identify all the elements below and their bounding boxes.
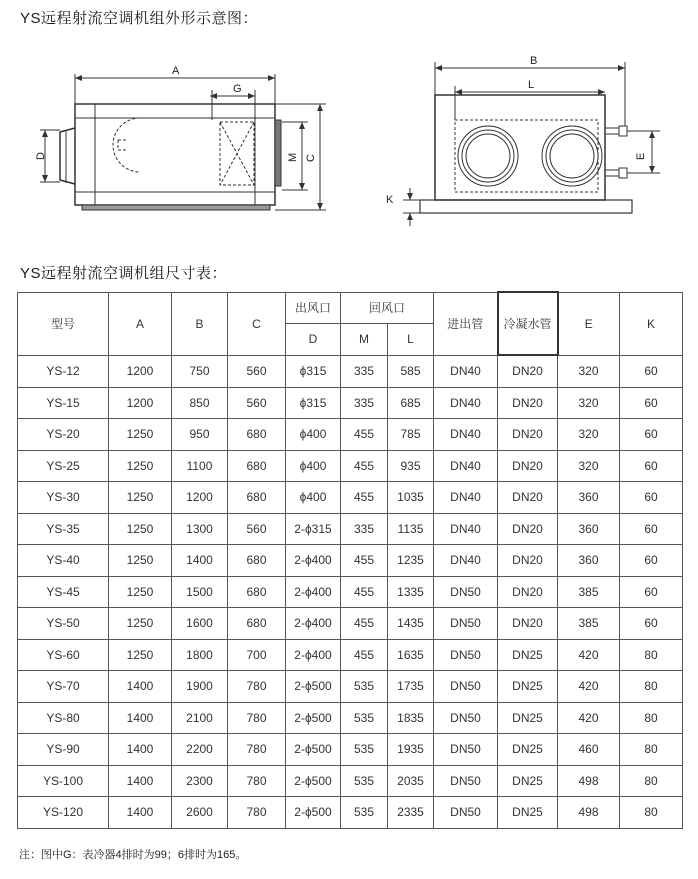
cell-condensate: DN20 bbox=[498, 355, 558, 387]
dim-label-b: B bbox=[530, 55, 538, 67]
cell-return-l: 1035 bbox=[388, 482, 434, 514]
cell-a: 1250 bbox=[109, 482, 172, 514]
cell-inlet-pipe: DN50 bbox=[434, 797, 498, 829]
cell-k: 80 bbox=[620, 797, 683, 829]
cell-return-l: 1235 bbox=[388, 545, 434, 577]
table-row bbox=[18, 450, 683, 482]
unit-outline-diagram bbox=[0, 30, 698, 255]
cell-return-m: 455 bbox=[341, 482, 388, 514]
cell-return-m: 535 bbox=[341, 765, 388, 797]
cell-b: 1900 bbox=[172, 671, 228, 703]
cell-return-m: 455 bbox=[341, 608, 388, 640]
cell-a: 1400 bbox=[109, 734, 172, 766]
cell-model: YS-40 bbox=[18, 545, 109, 577]
table-row bbox=[18, 513, 683, 545]
cell-e: 360 bbox=[558, 545, 620, 577]
cell-condensate: DN20 bbox=[498, 513, 558, 545]
cell-e: 360 bbox=[558, 513, 620, 545]
cell-a: 1250 bbox=[109, 576, 172, 608]
table-body bbox=[18, 355, 683, 828]
cell-inlet-pipe: DN40 bbox=[434, 513, 498, 545]
cell-k: 80 bbox=[620, 765, 683, 797]
cell-a: 1400 bbox=[109, 797, 172, 829]
cell-c: 780 bbox=[228, 734, 286, 766]
cell-b: 950 bbox=[172, 419, 228, 451]
table-row bbox=[18, 734, 683, 766]
cell-return-l: 585 bbox=[388, 355, 434, 387]
cell-return-l: 685 bbox=[388, 387, 434, 419]
cell-return-m: 535 bbox=[341, 797, 388, 829]
cell-condensate: DN25 bbox=[498, 671, 558, 703]
cell-inlet-pipe: DN40 bbox=[434, 545, 498, 577]
cell-c: 560 bbox=[228, 387, 286, 419]
cell-c: 780 bbox=[228, 702, 286, 734]
cell-k: 60 bbox=[620, 482, 683, 514]
table-row bbox=[18, 797, 683, 829]
cell-inlet-pipe: DN50 bbox=[434, 702, 498, 734]
cell-k: 80 bbox=[620, 734, 683, 766]
cell-return-l: 1835 bbox=[388, 702, 434, 734]
cell-inlet-pipe: DN50 bbox=[434, 671, 498, 703]
cell-model: YS-30 bbox=[18, 482, 109, 514]
cell-return-m: 455 bbox=[341, 419, 388, 451]
cell-a: 1250 bbox=[109, 639, 172, 671]
header-return: 回风口 bbox=[341, 292, 434, 324]
cell-return-l: 1735 bbox=[388, 671, 434, 703]
cell-a: 1250 bbox=[109, 450, 172, 482]
dim-label-m: M bbox=[287, 152, 299, 162]
cell-outlet-d: 2-ϕ400 bbox=[286, 639, 341, 671]
cell-c: 680 bbox=[228, 545, 286, 577]
cell-return-l: 2335 bbox=[388, 797, 434, 829]
dim-label-c: C bbox=[305, 154, 317, 162]
cell-return-m: 455 bbox=[341, 639, 388, 671]
cell-b: 1500 bbox=[172, 576, 228, 608]
cell-condensate: DN25 bbox=[498, 765, 558, 797]
dimension-table bbox=[17, 291, 683, 829]
cell-outlet-d: ϕ315 bbox=[286, 387, 341, 419]
cell-return-m: 335 bbox=[341, 513, 388, 545]
header-b: B bbox=[172, 292, 228, 355]
cell-return-m: 335 bbox=[341, 355, 388, 387]
cell-k: 80 bbox=[620, 639, 683, 671]
cell-b: 2300 bbox=[172, 765, 228, 797]
cell-c: 780 bbox=[228, 765, 286, 797]
cell-b: 1100 bbox=[172, 450, 228, 482]
cell-b: 2200 bbox=[172, 734, 228, 766]
cell-c: 700 bbox=[228, 639, 286, 671]
table-row bbox=[18, 387, 683, 419]
cell-return-m: 455 bbox=[341, 545, 388, 577]
cell-return-m: 335 bbox=[341, 387, 388, 419]
cell-condensate: DN25 bbox=[498, 797, 558, 829]
cell-b: 1200 bbox=[172, 482, 228, 514]
table-row bbox=[18, 608, 683, 640]
dim-label-g: G bbox=[233, 83, 242, 95]
cell-model: YS-60 bbox=[18, 639, 109, 671]
cell-condensate: DN20 bbox=[498, 482, 558, 514]
cell-condensate: DN20 bbox=[498, 450, 558, 482]
cell-outlet-d: 2-ϕ315 bbox=[286, 513, 341, 545]
cell-k: 60 bbox=[620, 419, 683, 451]
cell-e: 498 bbox=[558, 765, 620, 797]
cell-inlet-pipe: DN40 bbox=[434, 355, 498, 387]
cell-a: 1400 bbox=[109, 702, 172, 734]
header-inlet-pipe: 进出管 bbox=[434, 292, 498, 355]
cell-k: 60 bbox=[620, 355, 683, 387]
header-c: C bbox=[228, 292, 286, 355]
cell-c: 560 bbox=[228, 355, 286, 387]
table-row bbox=[18, 545, 683, 577]
cell-outlet-d: ϕ400 bbox=[286, 419, 341, 451]
cell-a: 1250 bbox=[109, 419, 172, 451]
cell-e: 385 bbox=[558, 608, 620, 640]
cell-e: 385 bbox=[558, 576, 620, 608]
cell-a: 1250 bbox=[109, 545, 172, 577]
cell-c: 680 bbox=[228, 608, 286, 640]
cell-b: 2100 bbox=[172, 702, 228, 734]
table-row bbox=[18, 419, 683, 451]
cell-return-m: 535 bbox=[341, 702, 388, 734]
cell-return-m: 455 bbox=[341, 450, 388, 482]
cell-c: 780 bbox=[228, 671, 286, 703]
cell-k: 60 bbox=[620, 450, 683, 482]
header-m: M bbox=[341, 324, 388, 356]
cell-outlet-d: 2-ϕ400 bbox=[286, 545, 341, 577]
table-row bbox=[18, 671, 683, 703]
cell-c: 680 bbox=[228, 450, 286, 482]
cell-model: YS-45 bbox=[18, 576, 109, 608]
cell-model: YS-12 bbox=[18, 355, 109, 387]
cell-return-l: 785 bbox=[388, 419, 434, 451]
dim-label-d: D bbox=[35, 152, 47, 160]
cell-return-l: 1935 bbox=[388, 734, 434, 766]
cell-inlet-pipe: DN50 bbox=[434, 765, 498, 797]
cell-e: 320 bbox=[558, 450, 620, 482]
cell-k: 60 bbox=[620, 387, 683, 419]
header-k: K bbox=[620, 292, 683, 355]
header-model: 型号 bbox=[18, 292, 109, 355]
cell-inlet-pipe: DN40 bbox=[434, 450, 498, 482]
cell-inlet-pipe: DN40 bbox=[434, 387, 498, 419]
cell-b: 850 bbox=[172, 387, 228, 419]
cell-c: 680 bbox=[228, 576, 286, 608]
cell-model: YS-120 bbox=[18, 797, 109, 829]
footnote: 注：图中G：表冷器4排时为99；6排时为165。 bbox=[19, 849, 247, 861]
cell-model: YS-100 bbox=[18, 765, 109, 797]
cell-return-l: 1135 bbox=[388, 513, 434, 545]
cell-e: 420 bbox=[558, 671, 620, 703]
table-row bbox=[18, 482, 683, 514]
cell-model: YS-25 bbox=[18, 450, 109, 482]
header-d: D bbox=[286, 324, 341, 356]
cell-a: 1200 bbox=[109, 355, 172, 387]
cell-inlet-pipe: DN50 bbox=[434, 734, 498, 766]
cell-a: 1400 bbox=[109, 671, 172, 703]
table-row bbox=[18, 355, 683, 387]
cell-c: 780 bbox=[228, 797, 286, 829]
cell-outlet-d: ϕ400 bbox=[286, 482, 341, 514]
cell-inlet-pipe: DN40 bbox=[434, 482, 498, 514]
cell-model: YS-20 bbox=[18, 419, 109, 451]
cell-model: YS-35 bbox=[18, 513, 109, 545]
cell-e: 320 bbox=[558, 387, 620, 419]
cell-outlet-d: 2-ϕ500 bbox=[286, 765, 341, 797]
header-a: A bbox=[109, 292, 172, 355]
cell-a: 1250 bbox=[109, 608, 172, 640]
cell-condensate: DN25 bbox=[498, 702, 558, 734]
cell-b: 1400 bbox=[172, 545, 228, 577]
cell-b: 1800 bbox=[172, 639, 228, 671]
cell-return-m: 535 bbox=[341, 671, 388, 703]
cell-e: 420 bbox=[558, 702, 620, 734]
cell-model: YS-15 bbox=[18, 387, 109, 419]
dim-label-l: L bbox=[528, 79, 535, 91]
cell-outlet-d: 2-ϕ500 bbox=[286, 734, 341, 766]
cell-outlet-d: 2-ϕ500 bbox=[286, 671, 341, 703]
cell-k: 60 bbox=[620, 608, 683, 640]
cell-b: 1300 bbox=[172, 513, 228, 545]
cell-return-l: 1635 bbox=[388, 639, 434, 671]
cell-return-m: 455 bbox=[341, 576, 388, 608]
cell-b: 750 bbox=[172, 355, 228, 387]
cell-e: 320 bbox=[558, 419, 620, 451]
cell-inlet-pipe: DN40 bbox=[434, 419, 498, 451]
table-row bbox=[18, 576, 683, 608]
cell-return-l: 935 bbox=[388, 450, 434, 482]
cell-model: YS-70 bbox=[18, 671, 109, 703]
cell-condensate: DN20 bbox=[498, 608, 558, 640]
cell-return-m: 535 bbox=[341, 734, 388, 766]
cell-return-l: 1335 bbox=[388, 576, 434, 608]
dim-label-k: K bbox=[386, 194, 394, 206]
diagram-title: YS远程射流空调机组外形示意图： bbox=[20, 10, 259, 27]
cell-e: 460 bbox=[558, 734, 620, 766]
cell-inlet-pipe: DN50 bbox=[434, 639, 498, 671]
cell-k: 60 bbox=[620, 576, 683, 608]
dim-label-e: E bbox=[635, 152, 647, 160]
cell-a: 1250 bbox=[109, 513, 172, 545]
cell-e: 498 bbox=[558, 797, 620, 829]
cell-return-l: 2035 bbox=[388, 765, 434, 797]
cell-a: 1200 bbox=[109, 387, 172, 419]
table-row bbox=[18, 702, 683, 734]
cell-e: 360 bbox=[558, 482, 620, 514]
cell-k: 60 bbox=[620, 513, 683, 545]
cell-inlet-pipe: DN50 bbox=[434, 576, 498, 608]
header-outlet: 出风口 bbox=[286, 292, 341, 324]
cell-model: YS-90 bbox=[18, 734, 109, 766]
cell-outlet-d: 2-ϕ500 bbox=[286, 702, 341, 734]
cell-b: 2600 bbox=[172, 797, 228, 829]
header-e: E bbox=[558, 292, 620, 355]
cell-c: 680 bbox=[228, 419, 286, 451]
cell-outlet-d: 2-ϕ500 bbox=[286, 797, 341, 829]
table-row bbox=[18, 639, 683, 671]
cell-k: 60 bbox=[620, 545, 683, 577]
cell-condensate: DN20 bbox=[498, 419, 558, 451]
cell-e: 320 bbox=[558, 355, 620, 387]
cell-outlet-d: ϕ315 bbox=[286, 355, 341, 387]
dim-label-a: A bbox=[172, 65, 180, 77]
cell-condensate: DN25 bbox=[498, 639, 558, 671]
cell-condensate: DN20 bbox=[498, 387, 558, 419]
cell-outlet-d: 2-ϕ400 bbox=[286, 576, 341, 608]
cell-outlet-d: ϕ400 bbox=[286, 450, 341, 482]
cell-c: 680 bbox=[228, 482, 286, 514]
side-view bbox=[40, 74, 326, 210]
cell-a: 1400 bbox=[109, 765, 172, 797]
cell-k: 80 bbox=[620, 702, 683, 734]
table-row bbox=[18, 765, 683, 797]
cell-k: 80 bbox=[620, 671, 683, 703]
cell-e: 420 bbox=[558, 639, 620, 671]
cell-c: 560 bbox=[228, 513, 286, 545]
cell-condensate: DN20 bbox=[498, 545, 558, 577]
header-l: L bbox=[388, 324, 434, 356]
cell-inlet-pipe: DN50 bbox=[434, 608, 498, 640]
cell-return-l: 1435 bbox=[388, 608, 434, 640]
cell-condensate: DN20 bbox=[498, 576, 558, 608]
header-condensate: 冷凝水管 bbox=[498, 292, 558, 355]
cell-b: 1600 bbox=[172, 608, 228, 640]
table-title: YS远程射流空调机组尺寸表： bbox=[20, 265, 228, 282]
cell-outlet-d: 2-ϕ400 bbox=[286, 608, 341, 640]
cell-condensate: DN25 bbox=[498, 734, 558, 766]
cell-model: YS-80 bbox=[18, 702, 109, 734]
cell-model: YS-50 bbox=[18, 608, 109, 640]
